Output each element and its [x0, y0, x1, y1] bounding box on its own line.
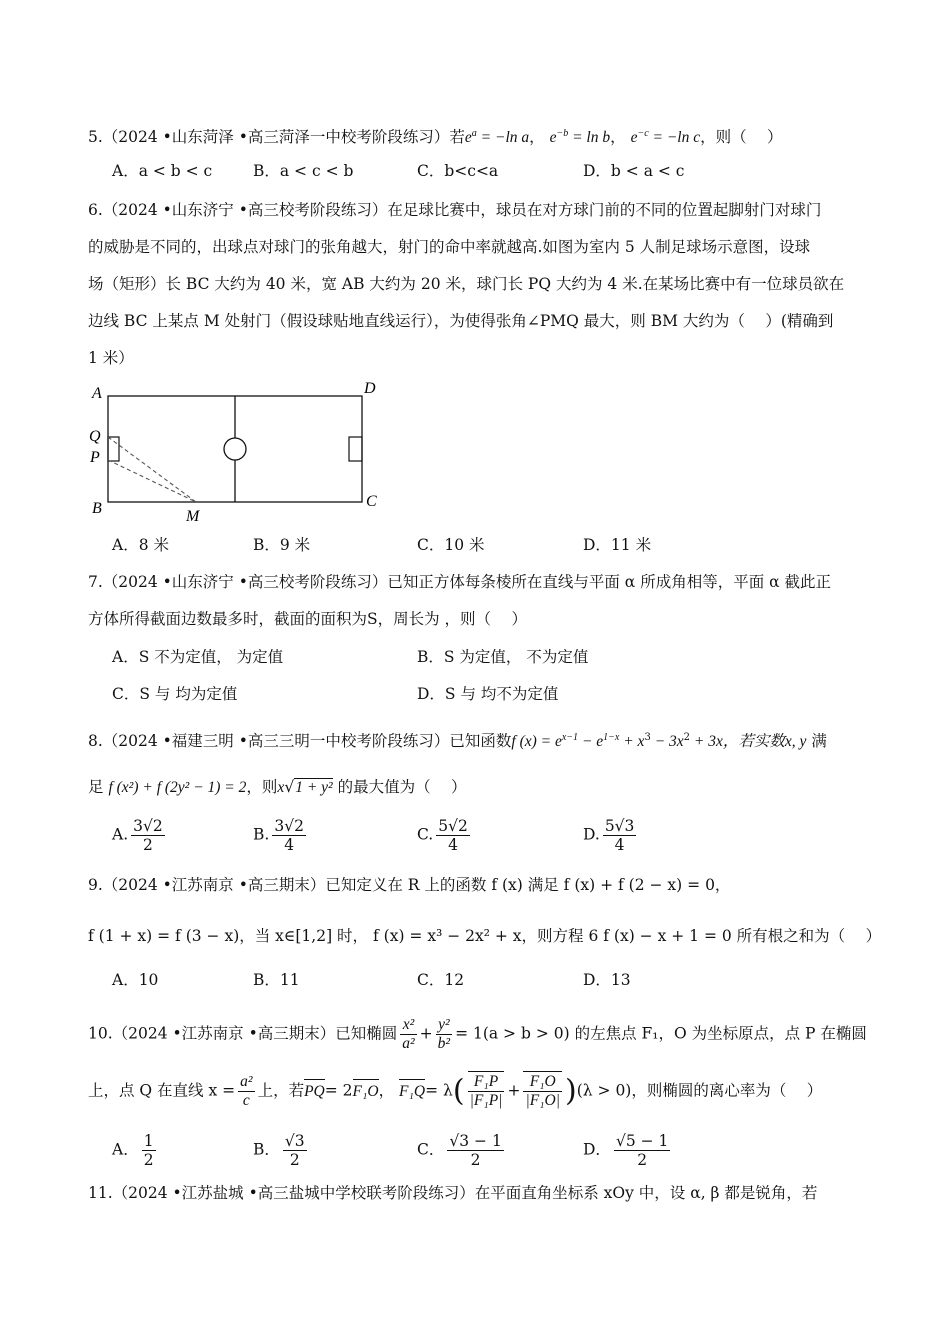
q6-option-a: A．8 米 [112, 536, 169, 554]
q5-stem: 5.（2024 •山东菏泽 •高三菏泽一中校考阶段练习）若$e^a = -\ln$ a， $e^{-b} = \ln b$， $e^{-c} = -\ln$ c，则（ ） [88, 128, 783, 147]
q6-option-d: D．11 米 [583, 536, 652, 554]
line-qm [108, 437, 196, 502]
q10-option-a: A． $\frac{1}{2}$ [112, 1132, 154, 1169]
q6-line-1: 6.（2024 •山东济宁 •高三校考阶段练习）在足球比赛中，球员在对方球门前的不同的位置起脚射门对球门 [88, 201, 822, 219]
q5-option-c: C．b<c<a [417, 162, 499, 180]
q7-option-a: A．S 不为定值， 为定值 [112, 648, 284, 666]
q7-option-d: D．S 与 均不为定值 [417, 685, 559, 703]
q9-option-a: A．10 [112, 971, 159, 989]
q7-option-b: B．S 为定值， 不为定值 [417, 648, 589, 666]
q10-option-c: C． $\frac{√3 - 1}{2}$ [417, 1132, 502, 1169]
q6-line-5: 1 米） [88, 349, 134, 367]
q8-option-b: B. $\frac{3√2}{4}$ [253, 817, 304, 854]
q5-option-b: B．a < c < b [253, 162, 354, 180]
q9-option-c: C．12 [417, 971, 465, 989]
label-C: C [366, 493, 377, 510]
center-circle [224, 438, 246, 460]
q7-line-1: 7.（2024 •山东济宁 •高三校考阶段练习）已知正方体每条棱所在直线与平面 α 所成角相等，平面 α 截此正 [88, 573, 832, 591]
q8-option-c: C. $\frac{5√2}{4}$ [417, 817, 468, 854]
q8-line-2: 足 f (x²) + f (2y² − 1) = 2，则x√1 + y² 的最大值为（ ） [88, 778, 467, 796]
label-P: P [90, 449, 100, 466]
q5-option-d: D．b < a < c [583, 162, 685, 180]
q10-option-b: B． $\frac{√3}{2}$ [253, 1132, 305, 1169]
q8-line-1: 8.（2024 •福建三明 •高三三明一中校考阶段练习）已知函数f $(x) = e^{x-1} - e^{1-x} + x^3 - 3x^2 + 3x$，若实数x, y 满 [88, 732, 827, 751]
q9-line-2: f (1 + x) = f (3 − x)，当 x∈[1,2] 时， f (x) = x³ − 2x² + x，则方程 6 f (x) − x + 1 = 0 所有根之和为（ ） [88, 927, 882, 945]
label-M: M [186, 508, 200, 525]
label-B: B [92, 500, 102, 517]
q6-option-b: B．9 米 [253, 536, 311, 554]
label-A: A [92, 385, 102, 402]
label-D: D [364, 380, 376, 397]
q7-option-c: C．S 与 均为定值 [112, 685, 238, 703]
q6-line-3: 场（矩形）长 BC 大约为 40 米，宽 AB 大约为 20 米，球门长 PQ 大约为 4 米.在某场比赛中有一位球员欲在 [88, 275, 845, 293]
q6-line-4: 边线 BC 上某点 M 处射门（假设球贴地直线运行），为使得张角∠PMQ 最大，则 BM 大约为（ ）(精确到 [88, 312, 834, 330]
q10-option-d: D． $\frac{√5 - 1}{2}$ [583, 1132, 669, 1169]
q6-option-c: C．10 米 [417, 536, 485, 554]
q6-line-2: 的威胁是不同的，出球点对球门的张角越大，射门的命中率就越高.如图为室内 5 人制足球场示意图，设球 [88, 238, 811, 256]
q10-line-1: 10.（2024 •江苏南京 •高三期末）已知椭圆 $\frac{\text{x²}}{\text{a²}}$ + $\frac{\text{y²}}{\text{b²}}$ = 1(a > b > 0) 的左焦点 F₁，O 为坐标原点，点 P 在椭圆 [88, 1016, 867, 1052]
q11-line-1: 11.（2024 •江苏盐城 •高三盐城中学校联考阶段练习）在平面直角坐标系 xOy 中，设 α, β 都是锐角，若 [88, 1184, 818, 1202]
right-goal [349, 437, 362, 461]
label-Q: Q [89, 428, 101, 445]
q5-exp-a: a [471, 128, 477, 139]
left-goal [108, 437, 119, 461]
q9-option-d: D．13 [583, 971, 631, 989]
q10-line-2: 上，点 Q 在直线 x = $\frac{\text{a²}}{c}$ 上，若PQ= 2F₁O， F₁Q= λ( $\frac{\text{F₁P}}{\text{|F₁P|}}$ + $\frac{\text{F₁O}}{\text{|F₁O|}}$ )(λ > 0)，则椭圆的离心率为（ ） [88, 1073, 823, 1109]
q5-option-a: A．a < b < c [112, 162, 213, 180]
q9-option-b: B．11 [253, 971, 300, 989]
q8-option-d: D. $\frac{5√3}{4}$ [583, 817, 635, 854]
q8-option-a: A. $\frac{3√2}{2}$ [112, 817, 163, 854]
q7-line-2: 方体所得截面边数最多时，截面的面积为S，周长为 ，则（ ） [88, 610, 527, 628]
q9-line-1: 9.（2024 •江苏南京 •高三期末）已知定义在 R 上的函数 f (x) 满足 f (x) + f (2 − x) = 0， [88, 876, 731, 894]
line-pm [108, 460, 196, 502]
soccer-field-figure [86, 376, 396, 526]
